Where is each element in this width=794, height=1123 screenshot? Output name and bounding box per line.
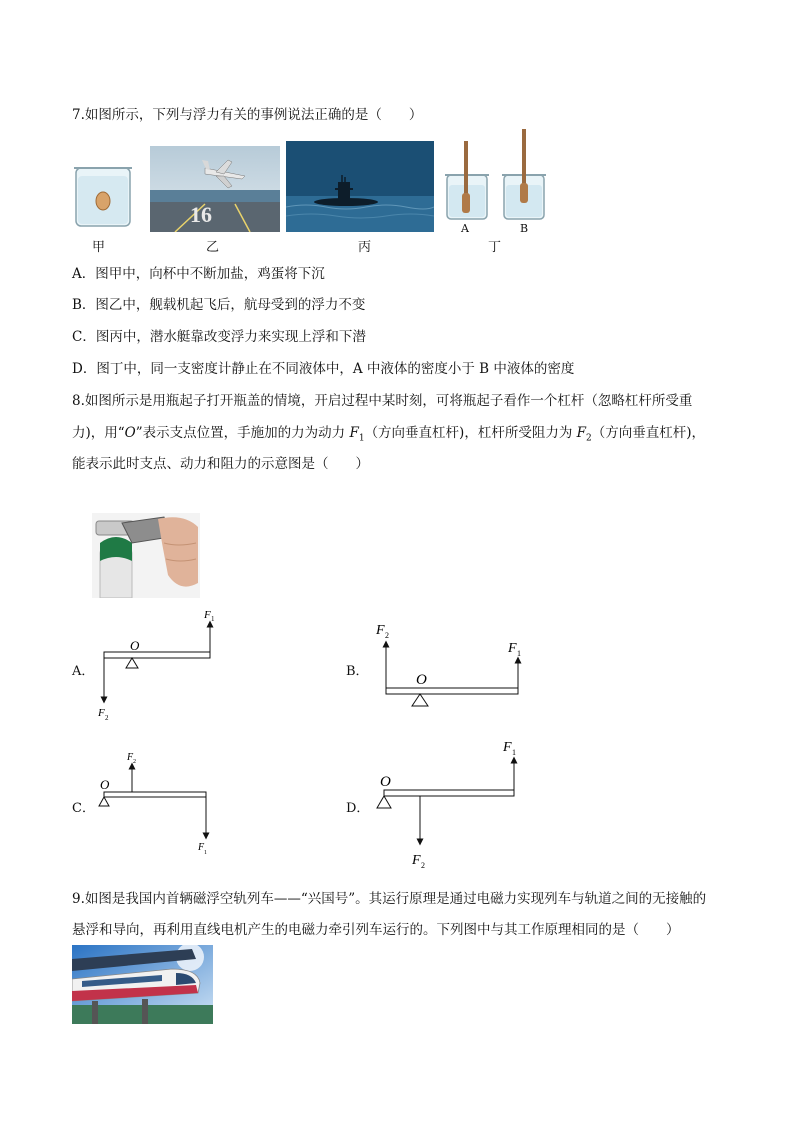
lever-diagram-c bbox=[96, 748, 218, 860]
beaker-b bbox=[502, 129, 546, 219]
lever-diagram-d bbox=[370, 734, 530, 874]
caption-ding: 丁 bbox=[488, 240, 502, 255]
hydrometer-b-icon bbox=[522, 129, 526, 191]
maglev-train-photo bbox=[72, 945, 213, 1024]
svg-text:F: F bbox=[204, 609, 211, 621]
svg-text:F: F bbox=[412, 853, 421, 868]
hydrometer-a-icon bbox=[464, 141, 468, 201]
caption-bing: 丙 bbox=[358, 240, 372, 255]
svg-text:1: 1 bbox=[211, 615, 215, 623]
caption-beaker-b: B bbox=[520, 222, 529, 235]
q7-stem: 7.如图所示，下列与浮力有关的事例说法正确的是（ ） bbox=[72, 107, 423, 123]
q8-option-d-letter: D． bbox=[346, 801, 370, 816]
fulcrum-icon bbox=[99, 797, 109, 806]
lever-diagram-a bbox=[94, 604, 224, 726]
q8-stem-line1: 8.如图所示是用瓶起子打开瓶盖的情境，开启过程中某时刻，可将瓶起子看作一个杠杆（忽略杠杆所受重 bbox=[72, 393, 693, 409]
lever-diagram-b bbox=[372, 612, 532, 718]
svg-text:F: F bbox=[98, 707, 105, 719]
hydrometer-figure bbox=[444, 127, 549, 223]
q8-stem-line2: 力)，用“O”表示支点位置，手施加的力为动力 $F_1$（方向垂直杠杆)，杠杆所受阻力为 $F_2$（方向垂直杠杆)， bbox=[72, 425, 706, 444]
svg-text:2: 2 bbox=[133, 759, 136, 765]
svg-text:F: F bbox=[503, 740, 512, 755]
caption-jia: 甲 bbox=[92, 240, 106, 255]
q8-option-a-letter: A． bbox=[72, 664, 95, 679]
q8-stem-line3: 能表示此时支点、动力和阻力的示意图是（ ） bbox=[72, 456, 369, 472]
bottle-opener-photo bbox=[92, 513, 200, 598]
q9-stem-line1: 9.如图是我国内首辆磁浮空轨列车——“兴国号”。其运行原理是通过电磁力实现列车与轨道之间的无接触的 bbox=[72, 891, 707, 907]
fulcrum-label: O bbox=[100, 777, 110, 792]
svg-text:2: 2 bbox=[421, 861, 425, 870]
svg-text:F: F bbox=[508, 641, 517, 656]
q7-option-c: C．图丙中，潜水艇靠改变浮力来实现上浮和下潜 bbox=[72, 329, 366, 345]
q7-option-b: B．图乙中，舰载机起飞后，航母受到的浮力不变 bbox=[72, 297, 366, 313]
svg-text:F: F bbox=[198, 842, 205, 853]
fulcrum-label: O bbox=[130, 638, 140, 653]
svg-text:2: 2 bbox=[105, 714, 109, 722]
caption-beaker-a: A bbox=[461, 222, 469, 235]
deck-number: 16 bbox=[190, 202, 212, 227]
carrier-jet-photo bbox=[150, 146, 280, 232]
fulcrum-icon bbox=[412, 694, 428, 706]
q9-stem-line2: 悬浮和导向，再利用直线电机产生的电磁力牵引列车运行的。下列图中与其工作原理相同的是（ ） bbox=[72, 922, 680, 938]
beaker-egg-figure bbox=[72, 160, 134, 230]
svg-text:1: 1 bbox=[512, 748, 516, 757]
q7-option-d: D．图丁中，同一支密度计静止在不同液体中，A 中液体的密度小于 B 中液体的密度 bbox=[72, 361, 575, 377]
egg-icon bbox=[96, 192, 110, 210]
q8-option-b-letter: B． bbox=[346, 664, 369, 679]
svg-text:2: 2 bbox=[385, 631, 389, 640]
fulcrum-label: O bbox=[380, 774, 391, 790]
svg-text:F: F bbox=[127, 752, 134, 763]
caption-yi: 乙 bbox=[206, 240, 220, 255]
submarine-photo bbox=[286, 141, 434, 232]
fulcrum-icon bbox=[377, 796, 391, 808]
q8-option-c-letter: C． bbox=[72, 801, 95, 816]
svg-text:F: F bbox=[376, 623, 385, 638]
q7-option-a: A．图甲中，向杯中不断加盐，鸡蛋将下沉 bbox=[72, 266, 325, 282]
svg-text:1: 1 bbox=[204, 850, 207, 856]
fulcrum-label: O bbox=[416, 672, 427, 688]
beaker-a bbox=[445, 141, 489, 219]
svg-text:1: 1 bbox=[517, 649, 521, 658]
fulcrum-icon bbox=[126, 658, 138, 668]
